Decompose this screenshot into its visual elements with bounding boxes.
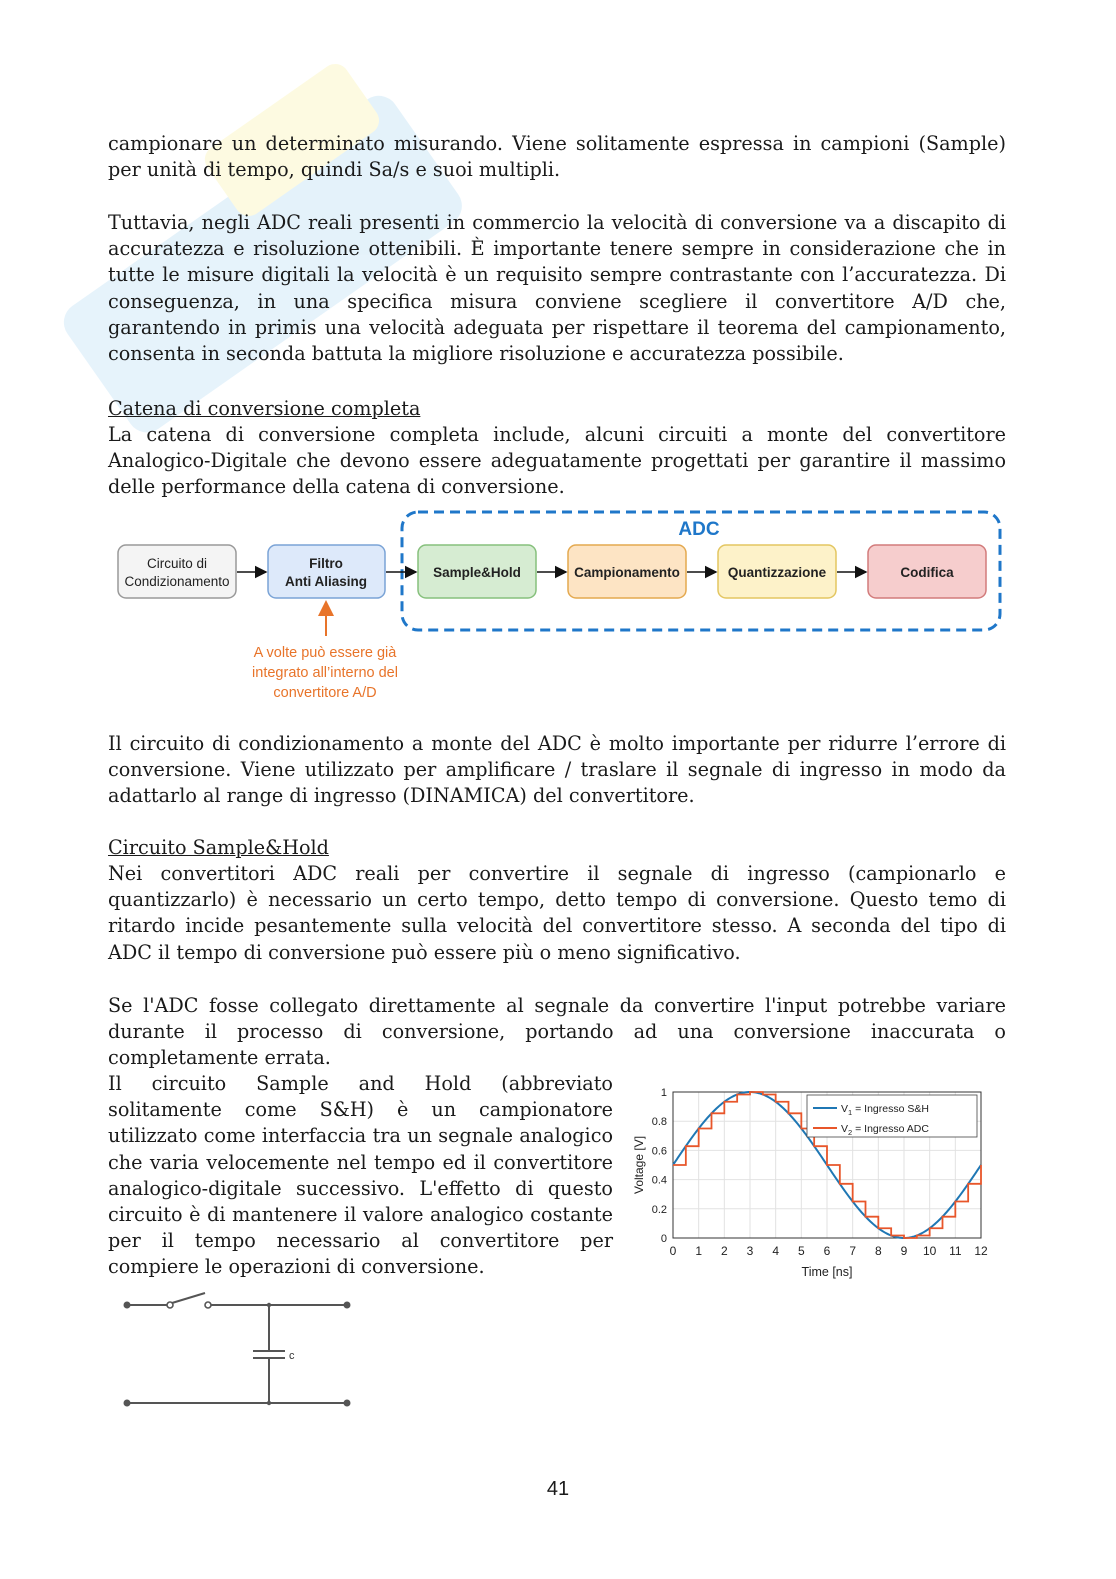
block-quantizzazione	[718, 545, 836, 598]
note-line2: integrato all’interno del	[252, 665, 398, 681]
paragraph-speed-accuracy: Tuttavia, negli ADC reali presenti in commercio la velocità di conversione va a discapito di accuratezza e risoluzione ottenibili. È importante tenere sempre in considerazione che in tutte le misure digitali la velocità è un requisito sempre contrastante con l’accuratezza. Di conseguenza, in una specifica misura conviene scegliere il convertitore A/D che, garantendo in primis una velocità adeguata per rispettare il teorema del campionamento, consenta in seconda battuta la migliore risoluzione e accuratezza possibile.	[108, 211, 1006, 366]
heading-sample-hold: Circuito Sample&Hold	[108, 836, 329, 859]
x-tick-label: 6	[823, 1244, 831, 1258]
paragraph-catena: La catena di conversione completa include, alcuni circuiti a monte del convertitore Analogico-Digitale che devono essere adeguatamente progettati per garantire il massimo delle performance della catena di conversione.	[108, 423, 1006, 499]
x-tick-label: 3	[746, 1244, 754, 1258]
block-filtro-line2: Anti Aliasing	[284, 574, 368, 589]
legend-entry-text: = Ingresso S&H	[852, 1103, 929, 1115]
x-tick-label: 12	[974, 1244, 988, 1258]
x-tick-label: 8	[874, 1244, 882, 1258]
x-tick-label: 7	[849, 1244, 857, 1258]
x-tick-label: 9	[900, 1244, 908, 1258]
block-condizionamento	[118, 545, 236, 598]
x-tick-label: 10	[922, 1244, 937, 1258]
x-axis-label: Time [ns]	[801, 1265, 853, 1279]
paragraph-condizionamento: Il circuito di condizionamento a monte del ADC è molto importante per ridurre l’errore di conversione. Viene utilizzato per amplificare / traslare il segnale di ingresso in modo da adattarlo al range di ingresso (DINAMICA) del convertitore.	[108, 732, 1006, 808]
x-tick-label: 5	[797, 1244, 805, 1258]
block-codifica	[868, 545, 986, 598]
block-campionamento-label: Campionamento	[574, 565, 680, 580]
x-tick-label: 0	[669, 1244, 677, 1258]
block-filtro-line1: Filtro	[309, 556, 343, 571]
y-tick-label: 1	[660, 1087, 667, 1099]
sample-hold-chart	[625, 1082, 995, 1282]
y-tick-label: 0.8	[651, 1116, 667, 1129]
terminal-out-bottom	[344, 1400, 351, 1407]
y-tick-label: 0	[660, 1233, 667, 1245]
block-sample-hold-label: Sample&Hold	[433, 565, 521, 580]
paragraph-sh-description: Il circuito Sample and Hold (abbreviato solitamente come S&H) è un campionatore utilizzato come interfaccia tra un segnale analogico che varia velocemente nel tempo ed il convertitore analogico-digitale successivo. L'effetto di questo circuito è di mantenere il valore analogico costante per il tempo necessario al convertitore per compiere le operazioni di conversione.	[108, 1072, 613, 1279]
switch-blade	[172, 1293, 205, 1303]
paragraph-collegamento: Se l'ADC fosse collegato direttamente al segnale da convertire l'input potrebbe variare durante il processo di conversione, portando ad una conversione inaccurata o completamente errata.	[108, 994, 1006, 1070]
y-axis-label: Voltage [V]	[632, 1135, 646, 1195]
block-codifica-label: Codifica	[900, 565, 954, 580]
terminal-out-top	[344, 1302, 351, 1309]
legend-entry-v: V	[841, 1123, 849, 1135]
y-tick-label: 0.2	[651, 1203, 667, 1216]
x-tick-label: 4	[772, 1244, 780, 1258]
page-number: 41	[546, 1478, 570, 1500]
heading-catena: Catena di conversione completa	[108, 397, 421, 420]
block-condizionamento-line1: Circuito di	[146, 556, 208, 571]
block-condizionamento-line2: Condizionamento	[124, 574, 230, 589]
x-tick-label: 1	[695, 1244, 703, 1258]
adc-label: ADC	[678, 519, 720, 540]
block-filtro	[268, 545, 385, 598]
x-tick-label: 2	[720, 1244, 728, 1258]
legend-entry	[841, 1103, 929, 1117]
conversion-chain-diagram	[0, 500, 1116, 710]
x-tick-label: 11	[949, 1244, 962, 1258]
note-line3: convertitore A/D	[273, 685, 377, 701]
block-sample-hold	[418, 545, 536, 598]
y-tick-label: 0.4	[651, 1174, 667, 1187]
note-line1: A volte può essere già	[253, 645, 397, 661]
legend-entry-sub: 1	[848, 1108, 853, 1117]
paragraph-tempo-conversione: Nei convertitori ADC reali per convertire il segnale di ingresso (campionarlo e quantizzarlo) è necessario un certo tempo, detto tempo di conversione. Questo temo di ritardo incide pesantemente sulla velocità del convertitore stesso. A seconda del tipo di ADC il tempo di conversione può essere più o meno significativo.	[108, 862, 1006, 964]
legend-entry-sub: 2	[848, 1128, 853, 1137]
legend-entry-v: V	[841, 1103, 849, 1115]
legend-entry-text: = Ingresso ADC	[852, 1123, 929, 1135]
paragraph-intro: campionare un determinato misurando. Viene solitamente espressa in campioni (Sample) per unità di tempo, quindi Sa/s e suoi multipli.	[108, 132, 1006, 182]
block-campionamento	[568, 545, 686, 598]
switch-contact	[205, 1302, 211, 1308]
capacitor-label: c	[289, 1350, 295, 1362]
sample-hold-circuit	[115, 1290, 365, 1415]
y-tick-label: 0.6	[651, 1145, 667, 1158]
block-quantizzazione-label: Quantizzazione	[727, 565, 827, 580]
legend-entry	[841, 1123, 929, 1137]
